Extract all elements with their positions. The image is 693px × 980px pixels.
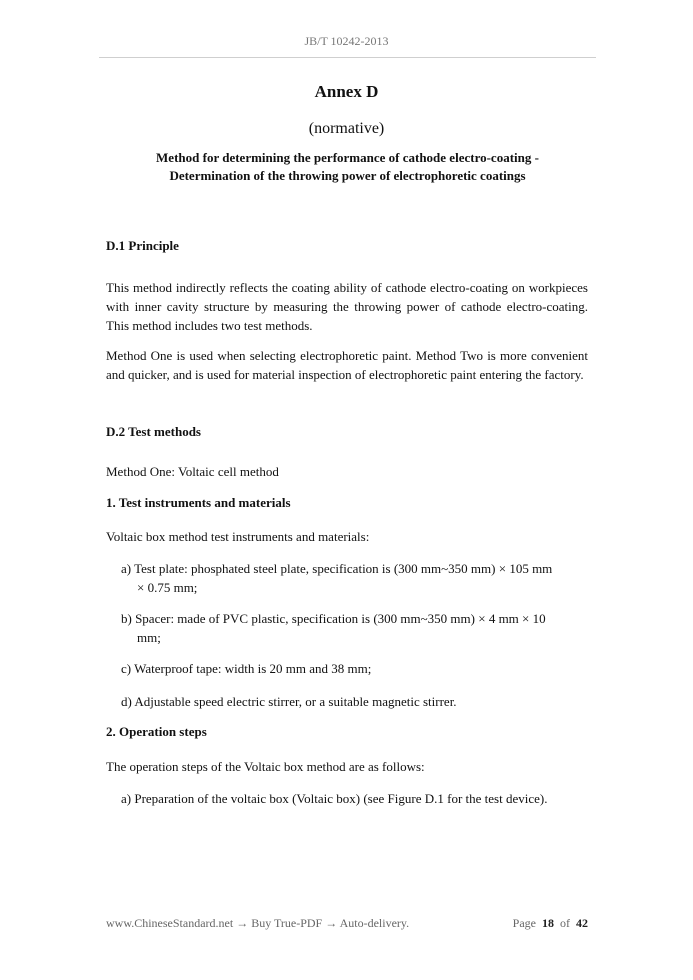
- arrow-right-icon: →: [325, 916, 338, 930]
- paragraph-principle-1: This method indirectly reflects the coating ability of cathode electro-coating on workpieces with inner cavity structure by measuring the throwing power of cathode electro-coating. This method includes two test methods.: [106, 280, 588, 333]
- footer-delivery-text: Auto-delivery.: [339, 916, 410, 930]
- list-item-line-wrap: × 0.75 mm;: [137, 580, 198, 595]
- footer-buy-text: Buy True-PDF: [251, 916, 323, 930]
- list-item-stirrer: [121, 692, 589, 711]
- list-item-line: c) Waterproof tape: width is 20 mm and 38 mm;: [121, 661, 372, 676]
- arrow-right-icon: →: [236, 916, 249, 930]
- annex-subtitle: [99, 149, 596, 185]
- operation-intro: The operation steps of the Voltaic box method are as follows:: [106, 759, 425, 774]
- page-current: 18: [542, 916, 554, 930]
- subsection-heading-instruments: 1. Test instruments and materials: [106, 495, 291, 510]
- page-number: [513, 916, 588, 931]
- method-one-label: Method One: Voltaic cell method: [106, 464, 279, 479]
- annex-normative-label: (normative): [308, 120, 385, 137]
- subsection-heading-operation: 2. Operation steps: [106, 724, 207, 739]
- running-header: JB/T 10242-2013: [304, 34, 389, 48]
- list-item-spacer: [121, 609, 589, 647]
- page-total: 42: [576, 916, 588, 930]
- list-item-line: d) Adjustable speed electric stirrer, or a suitable magnetic stirrer.: [121, 694, 457, 709]
- instruments-intro: Voltaic box method test instruments and materials:: [106, 529, 370, 544]
- footer-promo: [106, 916, 409, 931]
- list-item-line: b) Spacer: made of PVC plastic, specification is (300 mm~350 mm) × 4 mm × 10: [121, 611, 546, 626]
- list-item-line-wrap: mm;: [137, 630, 161, 645]
- annex-subtitle-line2: Determination of the throwing power of electrophoretic coatings: [169, 168, 526, 183]
- annex-title: Annex D: [314, 82, 379, 101]
- list-item-waterproof-tape: [121, 659, 589, 678]
- page-of-label: of: [560, 916, 570, 930]
- section-heading-d2: D.2 Test methods: [106, 424, 201, 439]
- footer-site-link[interactable]: www.ChineseStandard.net: [106, 916, 234, 930]
- annex-subtitle-line1: Method for determining the performance of cathode electro-coating -: [156, 150, 539, 165]
- list-item-line: a) Test plate: phosphated steel plate, specification is (300 mm~350 mm) × 105 mm: [121, 561, 553, 576]
- section-heading-d1: D.1 Principle: [106, 238, 179, 253]
- header-rule: [99, 57, 596, 58]
- paragraph-principle-2: Method One is used when selecting electrophoretic paint. Method Two is more convenient and quicker, and is used for material inspection of electrophoretic paint entering the factory.: [106, 348, 588, 382]
- list-item-voltaic-box-prep: a) Preparation of the voltaic box (Voltaic box) (see Figure D.1 for the test device).: [121, 791, 548, 806]
- list-item-test-plate: [121, 559, 589, 597]
- page-label: Page: [512, 916, 536, 930]
